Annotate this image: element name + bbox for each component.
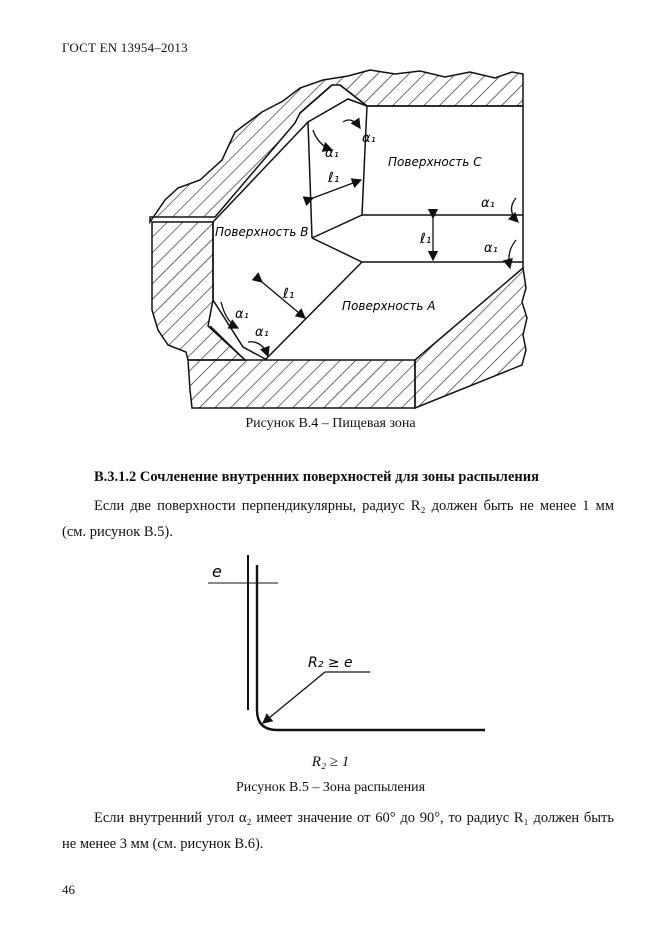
label-alpha-4: α₁ — [484, 241, 498, 256]
label-e: е — [212, 562, 222, 581]
label-alpha-1: α₁ — [325, 146, 339, 161]
hatched-wall-right — [415, 268, 527, 408]
section-paragraph-1: Если две поверхности перпендикулярны, радиус R₂ должен быть не менее 1 мм (см. рисунок В.5). — [62, 498, 614, 540]
hatched-floor — [188, 360, 415, 408]
label-alpha-3: α₁ — [481, 196, 495, 211]
figure-b4-caption: Рисунок В.4 – Пищевая зона — [245, 416, 416, 431]
page-number: 46 — [62, 882, 75, 897]
section-heading: В.3.1.2 Сочленение внутренних поверхностей для зоны распыления — [94, 469, 539, 485]
figure-b5-formula: R₂ ≥ 1 — [311, 754, 350, 770]
figure-b4-food-zone — [0, 0, 661, 420]
paragraph-2: Если внутренний угол α₂ имеет значение от 60° до 90°, то радиус R₁ должен быть не менее 3 мм (см. рисунок В.6). — [62, 810, 614, 852]
label-surface-b: Поверхность В — [215, 225, 309, 239]
label-length-1: ℓ₁ — [328, 170, 340, 186]
label-surface-a: Поверхность А — [342, 299, 436, 313]
radius-curve — [257, 710, 485, 730]
label-alpha-5: α₁ — [235, 307, 249, 322]
document-header: ГОСТ EN 13954–2013 — [62, 40, 188, 55]
figure-b5-spray-zone — [200, 555, 490, 745]
label-length-2: ℓ₁ — [420, 231, 432, 247]
label-radius: R₂ ≥ е — [308, 655, 353, 671]
label-surface-c: Поверхность С — [388, 155, 482, 169]
hatched-wall-left — [152, 222, 245, 360]
figure-b5-caption: Рисунок В.5 – Зона распыления — [235, 780, 426, 795]
label-alpha-2: α₁ — [362, 131, 376, 146]
radius-leader-arrow — [263, 672, 325, 723]
label-alpha-6: α₁ — [255, 325, 269, 340]
label-length-3: ℓ₁ — [283, 286, 295, 302]
